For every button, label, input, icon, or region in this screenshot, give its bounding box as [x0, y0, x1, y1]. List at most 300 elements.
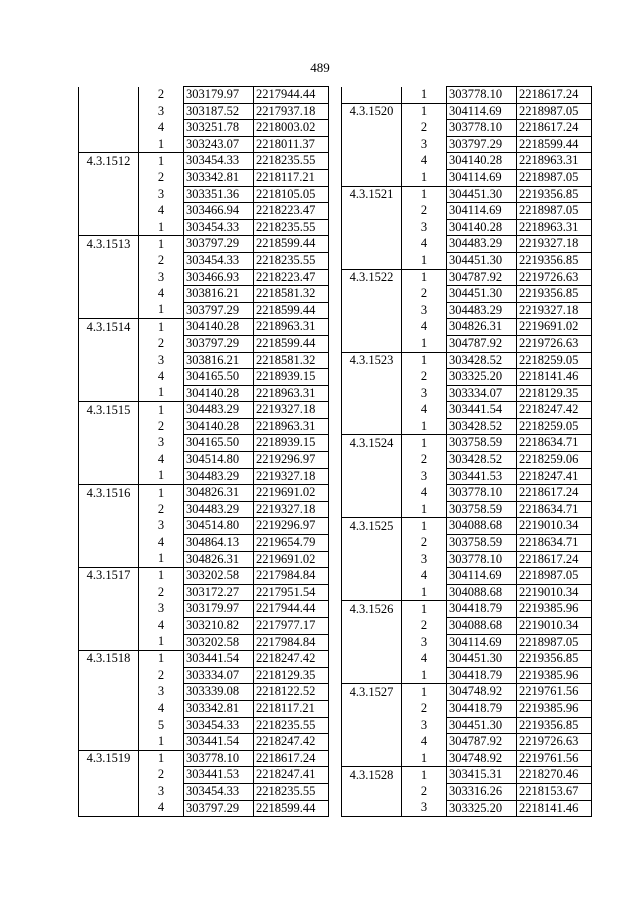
page-number: 489 [310, 60, 330, 75]
parcel-id-cell [342, 535, 402, 552]
point-number-cell: 4 [139, 369, 184, 386]
x-coordinate-cell: 303778.10 [447, 120, 517, 137]
point-number-cell: 1 [402, 103, 447, 120]
parcel-id-cell [79, 601, 139, 618]
x-coordinate-cell: 304451.30 [447, 651, 517, 668]
y-coordinate-cell: 2219726.63 [517, 734, 592, 751]
table-row [342, 120, 592, 137]
point-number-cell: 1 [139, 153, 184, 170]
parcel-id-cell [79, 269, 139, 286]
point-number-cell: 4 [402, 402, 447, 419]
x-coordinate-cell: 304451.30 [447, 717, 517, 734]
point-number-cell: 1 [402, 767, 447, 784]
table-row [79, 169, 329, 186]
parcel-id-cell: 4.3.1513 [79, 236, 139, 253]
table-row [342, 734, 592, 751]
table-row [79, 186, 329, 203]
y-coordinate-cell: 2218247.42 [254, 734, 329, 751]
y-coordinate-cell: 2217944.44 [254, 87, 329, 104]
y-coordinate-cell: 2218599.44 [517, 136, 592, 153]
parcel-id-cell [79, 634, 139, 651]
table-row [79, 501, 329, 518]
y-coordinate-cell: 2218987.05 [517, 103, 592, 120]
table-row [342, 236, 592, 253]
x-coordinate-cell: 303415.31 [447, 767, 517, 784]
x-coordinate-cell: 304451.30 [447, 252, 517, 269]
x-coordinate-cell: 304088.68 [447, 584, 517, 601]
y-coordinate-cell: 2218247.42 [517, 402, 592, 419]
table-row [79, 452, 329, 469]
x-coordinate-cell: 304748.92 [447, 684, 517, 701]
parcel-id-cell [79, 385, 139, 402]
table-row [79, 584, 329, 601]
point-number-cell: 1 [139, 568, 184, 585]
x-coordinate-cell: 303797.29 [184, 800, 254, 817]
x-coordinate-cell: 304088.68 [447, 518, 517, 535]
parcel-id-cell: 4.3.1523 [342, 352, 402, 369]
parcel-id-cell [79, 286, 139, 303]
point-number-cell: 1 [139, 734, 184, 751]
point-number-cell: 4 [139, 618, 184, 635]
table-row [342, 369, 592, 386]
y-coordinate-cell: 2219327.18 [254, 501, 329, 518]
x-coordinate-cell: 303778.10 [447, 87, 517, 104]
parcel-id-cell: 4.3.1519 [79, 750, 139, 767]
y-coordinate-cell: 2218141.46 [517, 369, 592, 386]
x-coordinate-cell: 303441.54 [184, 651, 254, 668]
x-coordinate-cell: 304114.69 [447, 568, 517, 585]
parcel-id-cell [342, 136, 402, 153]
point-number-cell: 3 [139, 684, 184, 701]
point-number-cell: 3 [402, 302, 447, 319]
y-coordinate-cell: 2219327.18 [254, 468, 329, 485]
point-number-cell: 1 [402, 335, 447, 352]
y-coordinate-cell: 2218122.52 [254, 684, 329, 701]
point-number-cell: 1 [139, 468, 184, 485]
x-coordinate-cell: 304114.69 [447, 103, 517, 120]
table-row [79, 618, 329, 635]
x-coordinate-cell: 304787.92 [447, 269, 517, 286]
y-coordinate-cell: 2219385.96 [517, 667, 592, 684]
parcel-id-cell [79, 468, 139, 485]
table-row [79, 601, 329, 618]
y-coordinate-cell: 2218235.55 [254, 252, 329, 269]
y-coordinate-cell: 2218247.41 [254, 767, 329, 784]
parcel-id-cell [342, 485, 402, 502]
parcel-id-cell [79, 418, 139, 435]
table-row [342, 319, 592, 336]
point-number-cell: 2 [402, 452, 447, 469]
x-coordinate-cell: 303342.81 [184, 700, 254, 717]
point-number-cell: 3 [139, 186, 184, 203]
point-number-cell: 1 [402, 269, 447, 286]
parcel-id-cell: 4.3.1517 [79, 568, 139, 585]
x-coordinate-cell: 303342.81 [184, 169, 254, 186]
table-row [342, 136, 592, 153]
x-coordinate-cell: 304514.80 [184, 452, 254, 469]
point-number-cell: 1 [402, 87, 447, 104]
y-coordinate-cell: 2218259.05 [517, 418, 592, 435]
parcel-id-cell [342, 700, 402, 717]
point-number-cell: 3 [139, 783, 184, 800]
y-coordinate-cell: 2219327.18 [517, 302, 592, 319]
point-number-cell: 2 [139, 501, 184, 518]
table-row [79, 667, 329, 684]
parcel-id-cell [342, 120, 402, 137]
y-coordinate-cell: 2218141.46 [517, 800, 592, 817]
point-number-cell: 4 [402, 236, 447, 253]
x-coordinate-cell: 304165.50 [184, 369, 254, 386]
table-row [342, 335, 592, 352]
y-coordinate-cell: 2219654.79 [254, 535, 329, 552]
point-number-cell: 1 [139, 302, 184, 319]
parcel-id-cell [79, 501, 139, 518]
y-coordinate-cell: 2219356.85 [517, 186, 592, 203]
parcel-id-cell [342, 153, 402, 170]
point-number-cell: 1 [402, 667, 447, 684]
x-coordinate-cell: 303428.52 [447, 452, 517, 469]
x-coordinate-cell: 304140.28 [184, 418, 254, 435]
point-number-cell: 4 [402, 153, 447, 170]
table-row [342, 418, 592, 435]
parcel-id-cell [342, 618, 402, 635]
y-coordinate-cell: 2217984.84 [254, 568, 329, 585]
point-number-cell: 1 [139, 750, 184, 767]
point-number-cell: 2 [402, 203, 447, 220]
x-coordinate-cell: 303441.53 [184, 767, 254, 784]
point-number-cell: 4 [402, 568, 447, 585]
x-coordinate-cell: 303466.93 [184, 269, 254, 286]
parcel-id-cell [79, 584, 139, 601]
x-coordinate-cell: 303325.20 [447, 369, 517, 386]
point-number-cell: 1 [139, 634, 184, 651]
table-row [79, 203, 329, 220]
x-coordinate-cell: 303441.54 [184, 734, 254, 751]
point-number-cell: 2 [139, 667, 184, 684]
x-coordinate-cell: 304418.79 [447, 601, 517, 618]
y-coordinate-cell: 2218223.47 [254, 203, 329, 220]
y-coordinate-cell: 2219010.34 [517, 518, 592, 535]
parcel-id-cell [342, 236, 402, 253]
point-number-cell: 1 [402, 501, 447, 518]
x-coordinate-cell: 304748.92 [447, 750, 517, 767]
table-row [342, 302, 592, 319]
y-coordinate-cell: 2218599.44 [254, 800, 329, 817]
y-coordinate-cell: 2219761.56 [517, 750, 592, 767]
y-coordinate-cell: 2218129.35 [517, 385, 592, 402]
table-row [79, 302, 329, 319]
point-number-cell: 2 [139, 87, 184, 104]
x-coordinate-cell: 303179.97 [184, 87, 254, 104]
table-row [79, 352, 329, 369]
y-coordinate-cell: 2219296.97 [254, 452, 329, 469]
parcel-id-cell: 4.3.1518 [79, 651, 139, 668]
parcel-id-cell: 4.3.1526 [342, 601, 402, 618]
parcel-id-cell [79, 302, 139, 319]
point-number-cell: 1 [402, 601, 447, 618]
y-coordinate-cell: 2217944.44 [254, 601, 329, 618]
parcel-id-cell [79, 103, 139, 120]
x-coordinate-cell: 304514.80 [184, 518, 254, 535]
x-coordinate-cell: 303816.21 [184, 286, 254, 303]
y-coordinate-cell: 2218129.35 [254, 667, 329, 684]
x-coordinate-cell: 303454.33 [184, 219, 254, 236]
point-number-cell: 5 [139, 717, 184, 734]
point-number-cell: 1 [402, 518, 447, 535]
point-number-cell: 1 [402, 169, 447, 186]
parcel-id-cell [79, 335, 139, 352]
y-coordinate-cell: 2218963.31 [517, 153, 592, 170]
table-row [79, 634, 329, 651]
table-row [79, 103, 329, 120]
parcel-id-cell [342, 252, 402, 269]
table-row [342, 717, 592, 734]
x-coordinate-cell: 303243.07 [184, 136, 254, 153]
y-coordinate-cell: 2218117.21 [254, 700, 329, 717]
y-coordinate-cell: 2219296.97 [254, 518, 329, 535]
x-coordinate-cell: 303758.59 [447, 435, 517, 452]
parcel-id-cell [342, 319, 402, 336]
point-number-cell: 1 [139, 236, 184, 253]
table-row [79, 153, 329, 170]
point-number-cell: 1 [139, 551, 184, 568]
parcel-id-cell: 4.3.1516 [79, 485, 139, 502]
parcel-id-cell [342, 169, 402, 186]
table-row [79, 319, 329, 336]
y-coordinate-cell: 2218235.55 [254, 153, 329, 170]
point-number-cell: 4 [139, 203, 184, 220]
x-coordinate-cell: 303179.97 [184, 601, 254, 618]
x-coordinate-cell: 303325.20 [447, 800, 517, 817]
table-row [342, 518, 592, 535]
x-coordinate-cell: 304826.31 [447, 319, 517, 336]
parcel-id-cell: 4.3.1512 [79, 153, 139, 170]
x-coordinate-cell: 303778.10 [447, 485, 517, 502]
y-coordinate-cell: 2218247.42 [254, 651, 329, 668]
x-coordinate-cell: 304483.29 [184, 501, 254, 518]
table-row [342, 252, 592, 269]
y-coordinate-cell: 2218235.55 [254, 717, 329, 734]
parcel-id-cell [79, 518, 139, 535]
parcel-id-cell [79, 684, 139, 701]
parcel-id-cell [342, 734, 402, 751]
y-coordinate-cell: 2219010.34 [517, 618, 592, 635]
parcel-id-cell [342, 302, 402, 319]
parcel-id-cell [342, 335, 402, 352]
table-row [79, 252, 329, 269]
x-coordinate-cell: 303778.10 [184, 750, 254, 767]
point-number-cell: 1 [402, 750, 447, 767]
x-coordinate-cell: 303339.08 [184, 684, 254, 701]
point-number-cell: 3 [139, 601, 184, 618]
table-row [79, 551, 329, 568]
parcel-id-cell [79, 136, 139, 153]
x-coordinate-cell: 303334.07 [184, 667, 254, 684]
y-coordinate-cell: 2219691.02 [254, 551, 329, 568]
parcel-id-cell [79, 767, 139, 784]
point-number-cell: 3 [402, 468, 447, 485]
point-number-cell: 3 [139, 269, 184, 286]
y-coordinate-cell: 2219385.96 [517, 700, 592, 717]
y-coordinate-cell: 2219691.02 [517, 319, 592, 336]
table-row [342, 750, 592, 767]
x-coordinate-cell: 304826.31 [184, 485, 254, 502]
x-coordinate-cell: 304483.29 [447, 302, 517, 319]
x-coordinate-cell: 303454.33 [184, 783, 254, 800]
y-coordinate-cell: 2218235.55 [254, 219, 329, 236]
point-number-cell: 2 [402, 369, 447, 386]
parcel-id-cell [79, 352, 139, 369]
y-coordinate-cell: 2218963.31 [254, 418, 329, 435]
y-coordinate-cell: 2219726.63 [517, 269, 592, 286]
point-number-cell: 1 [139, 385, 184, 402]
table-row [79, 335, 329, 352]
point-number-cell: 1 [402, 584, 447, 601]
x-coordinate-cell: 304114.69 [447, 634, 517, 651]
table-row [79, 385, 329, 402]
y-coordinate-cell: 2218581.32 [254, 286, 329, 303]
point-number-cell: 1 [402, 684, 447, 701]
x-coordinate-cell: 303351.36 [184, 186, 254, 203]
y-coordinate-cell: 2218987.05 [517, 169, 592, 186]
y-coordinate-cell: 2219010.34 [517, 584, 592, 601]
point-number-cell: 3 [402, 219, 447, 236]
y-coordinate-cell: 2219385.96 [517, 601, 592, 618]
x-coordinate-cell: 304826.31 [184, 551, 254, 568]
table-body [79, 87, 329, 817]
point-number-cell: 2 [402, 535, 447, 552]
table-row [342, 535, 592, 552]
point-number-cell: 3 [139, 518, 184, 535]
point-number-cell: 3 [139, 352, 184, 369]
point-number-cell: 1 [139, 219, 184, 236]
y-coordinate-cell: 2218235.55 [254, 783, 329, 800]
y-coordinate-cell: 2218599.44 [254, 335, 329, 352]
parcel-id-cell [342, 385, 402, 402]
parcel-id-cell [79, 87, 139, 104]
y-coordinate-cell: 2218617.24 [517, 87, 592, 104]
parcel-id-cell: 4.3.1527 [342, 684, 402, 701]
point-number-cell: 1 [139, 651, 184, 668]
parcel-id-cell [79, 120, 139, 137]
table-row [79, 734, 329, 751]
parcel-id-cell [342, 551, 402, 568]
parcel-id-cell [342, 402, 402, 419]
table-row [79, 800, 329, 817]
parcel-id-cell: 4.3.1522 [342, 269, 402, 286]
parcel-id-cell [342, 203, 402, 220]
y-coordinate-cell: 2218270.46 [517, 767, 592, 784]
x-coordinate-cell: 303758.59 [447, 501, 517, 518]
parcel-id-cell [79, 800, 139, 817]
table-row [79, 286, 329, 303]
table-row [79, 783, 329, 800]
table-row [342, 203, 592, 220]
coordinate-table-left [78, 86, 329, 817]
parcel-id-cell [79, 717, 139, 734]
point-number-cell: 1 [402, 435, 447, 452]
point-number-cell: 3 [402, 385, 447, 402]
table-row [79, 136, 329, 153]
table-row [79, 535, 329, 552]
x-coordinate-cell: 304864.13 [184, 535, 254, 552]
y-coordinate-cell: 2218617.24 [517, 485, 592, 502]
table-row [342, 700, 592, 717]
x-coordinate-cell: 304140.28 [184, 385, 254, 402]
parcel-id-cell [342, 651, 402, 668]
parcel-id-cell [342, 750, 402, 767]
table-row [342, 452, 592, 469]
point-number-cell: 3 [139, 103, 184, 120]
point-number-cell: 2 [139, 767, 184, 784]
parcel-id-cell [342, 634, 402, 651]
parcel-id-cell [79, 667, 139, 684]
parcel-id-cell: 4.3.1515 [79, 402, 139, 419]
y-coordinate-cell: 2219356.85 [517, 717, 592, 734]
y-coordinate-cell: 2218153.67 [517, 783, 592, 800]
x-coordinate-cell: 304451.30 [447, 286, 517, 303]
point-number-cell: 1 [402, 352, 447, 369]
x-coordinate-cell: 304787.92 [447, 734, 517, 751]
parcel-id-cell [342, 87, 402, 104]
point-number-cell: 4 [402, 485, 447, 502]
y-coordinate-cell: 2218599.44 [254, 302, 329, 319]
x-coordinate-cell: 303334.07 [447, 385, 517, 402]
table-row [79, 219, 329, 236]
table-row [79, 485, 329, 502]
x-coordinate-cell: 303441.53 [447, 468, 517, 485]
parcel-id-cell: 4.3.1524 [342, 435, 402, 452]
point-number-cell: 3 [402, 717, 447, 734]
table-row [79, 87, 329, 104]
parcel-id-cell: 4.3.1528 [342, 767, 402, 784]
table-row [342, 103, 592, 120]
parcel-id-cell [79, 783, 139, 800]
parcel-id-cell [342, 219, 402, 236]
x-coordinate-cell: 303454.33 [184, 252, 254, 269]
table-row [79, 468, 329, 485]
y-coordinate-cell: 2218223.47 [254, 269, 329, 286]
point-number-cell: 4 [402, 319, 447, 336]
y-coordinate-cell: 2217977.17 [254, 618, 329, 635]
y-coordinate-cell: 2218247.41 [517, 468, 592, 485]
table-row [79, 700, 329, 717]
table-row [342, 269, 592, 286]
table-row [342, 153, 592, 170]
table-row [79, 236, 329, 253]
parcel-id-cell [342, 568, 402, 585]
y-coordinate-cell: 2219726.63 [517, 335, 592, 352]
x-coordinate-cell: 303210.82 [184, 618, 254, 635]
table-row [342, 286, 592, 303]
point-number-cell: 2 [139, 252, 184, 269]
table-row [79, 402, 329, 419]
parcel-id-cell [79, 219, 139, 236]
y-coordinate-cell: 2218987.05 [517, 203, 592, 220]
y-coordinate-cell: 2218617.24 [517, 551, 592, 568]
x-coordinate-cell: 303316.26 [447, 783, 517, 800]
y-coordinate-cell: 2219327.18 [517, 236, 592, 253]
y-coordinate-cell: 2218963.31 [254, 319, 329, 336]
x-coordinate-cell: 303778.10 [447, 551, 517, 568]
point-number-cell: 1 [402, 418, 447, 435]
y-coordinate-cell: 2218987.05 [517, 634, 592, 651]
point-number-cell: 1 [402, 186, 447, 203]
point-number-cell: 3 [402, 800, 447, 817]
parcel-id-cell: 4.3.1520 [342, 103, 402, 120]
point-number-cell: 2 [402, 618, 447, 635]
table-row [342, 385, 592, 402]
